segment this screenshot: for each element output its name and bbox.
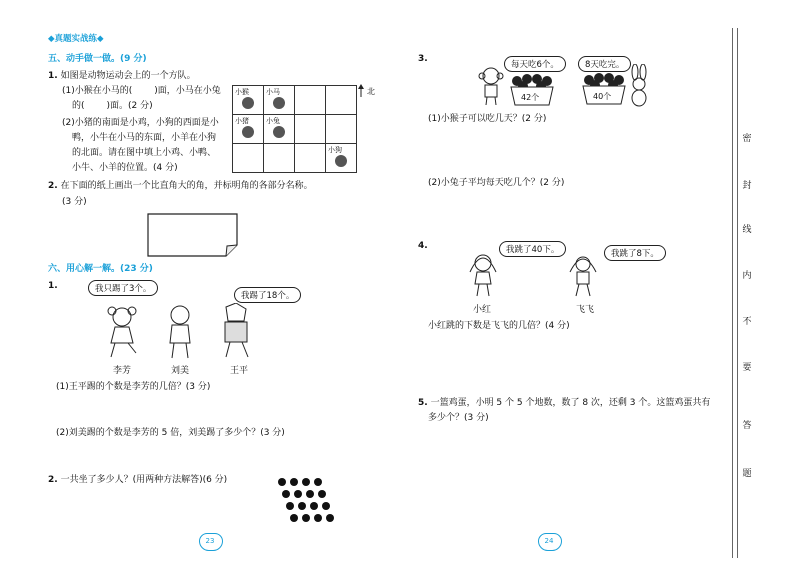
r-q3-num: 3. — [418, 54, 428, 64]
rabbit-icon — [273, 126, 285, 138]
practice-badge: ◆真题实战练◆ — [48, 34, 104, 44]
girl-kicking-icon — [102, 305, 147, 360]
q1-part2-line1: (2)小猪的南面是小鸡，小狗的西面是小 — [62, 118, 219, 128]
page-number-right: 24 — [544, 537, 554, 545]
grid-cell[interactable] — [233, 144, 264, 173]
seal-char: 密 — [742, 134, 752, 144]
seal-char: 封 — [742, 181, 752, 191]
grid-cell[interactable]: 小猪 — [233, 115, 264, 144]
q1-part2-line4: 小牛、小羊的位置。(4 分) — [72, 163, 178, 173]
basket-label-right: 40个 — [593, 92, 612, 101]
monkey-icon — [478, 66, 504, 106]
seal-line — [732, 28, 733, 558]
r-q3-sub1: (1)小猴子可以吃几天？(2 分) — [428, 114, 547, 124]
rabbit-icon — [625, 64, 653, 108]
s6-q1-num: 1. — [48, 281, 58, 291]
q1-part1-line2: 的( )面。(2 分) — [72, 101, 153, 111]
speech-bubble-lifang: 我只踢了3个。 — [88, 280, 158, 296]
basket-label-left: 42个 — [521, 93, 540, 102]
r-q5-text: 5. 一篮鸡蛋，小明 5 个 5 个地数，数了 8 次，还剩 3 个。这篮鸡蛋共有 — [418, 398, 711, 408]
grid-cell[interactable]: 小狗 — [326, 144, 357, 173]
r-q4-num: 4. — [418, 241, 428, 251]
q1-intro: 1. 如图是动物运动会上的一个方队。 — [48, 71, 196, 81]
grid-cell[interactable] — [264, 144, 295, 173]
seal-char: 答 — [742, 421, 752, 431]
speech-bubble-xiaohong: 我跳了40下。 — [499, 241, 566, 257]
q2-score: (3 分) — [62, 197, 87, 207]
seal-char: 题 — [742, 469, 752, 479]
monkey-icon — [242, 97, 254, 109]
girl-jumping-rope-icon — [468, 252, 498, 298]
grid-cell[interactable] — [295, 144, 326, 173]
speech-bubble-monkey: 每天吃6个。 — [504, 56, 566, 72]
horse-icon — [273, 97, 285, 109]
s6-q1-sub2: (2)刘美踢的个数是李芳的 5 倍，刘美踢了多少个？(3 分) — [56, 428, 285, 438]
speech-bubble-wangping: 我踢了18个。 — [234, 287, 301, 303]
q1-part2-line2: 鸭，小牛在小马的东面，小羊在小狗 — [72, 133, 217, 143]
name-liumei: 刘美 — [171, 366, 190, 376]
girl-standing-icon — [160, 303, 200, 360]
q1-part1-line1: (1)小猴在小马的( )面，小马在小兔 — [62, 86, 221, 96]
r-q5-text2: 多少个？(3 分) — [428, 413, 489, 423]
r-q4-text: 小红跳的下数是飞飞的几倍？(4 分) — [428, 321, 570, 331]
pig-icon — [242, 126, 254, 138]
page-number-left: 23 — [205, 537, 215, 545]
seal-char: 要 — [742, 363, 752, 373]
name-feifei: 飞飞 — [576, 305, 595, 315]
grid-cell[interactable] — [295, 86, 326, 115]
q2-text: 2. 在下面的纸上画出一个比直角大的角，并标明角的各部分名称。 — [48, 181, 313, 191]
r-q3-sub2: (2)小兔子平均每天吃几个？(2 分) — [428, 178, 565, 188]
north-label: 北 — [367, 87, 375, 96]
crowd-formation-icon — [274, 474, 346, 526]
s6-q1-sub1: (1)王平踢的个数是李芳的几倍？(3 分) — [56, 382, 211, 392]
boy-jumping-rope-icon — [568, 254, 598, 298]
seal-char: 内 — [742, 271, 752, 281]
dog-icon — [335, 155, 347, 167]
seal-char: 线 — [742, 225, 752, 235]
drawing-paper[interactable] — [147, 213, 239, 257]
speech-bubble-rabbit: 8天吃完。 — [578, 56, 631, 72]
grid-cell[interactable]: 小马 — [264, 86, 295, 115]
grid-cell[interactable]: 小兔 — [264, 115, 295, 144]
seal-line — [737, 28, 738, 558]
name-lifang: 李芳 — [113, 366, 132, 376]
section5-title: 五、动手做一做。(9 分) — [48, 54, 147, 64]
animal-grid — [232, 85, 357, 173]
grid-cell[interactable] — [326, 86, 357, 115]
grid-cell[interactable]: 小猴 — [233, 86, 264, 115]
boy-jumping-icon — [212, 303, 262, 360]
s6-q2-text: 2. 一共坐了多少人？(用两种方法解答)(6 分) — [48, 475, 228, 485]
name-xiaohong: 小红 — [473, 305, 492, 315]
seal-char: 不 — [742, 317, 752, 327]
speech-bubble-feifei: 我跳了8下。 — [604, 245, 666, 261]
q1-part2-line3: 的北面。请在图中填上小鸡、小鸭、 — [72, 148, 217, 158]
grid-cell[interactable] — [326, 115, 357, 144]
name-wangping: 王平 — [230, 366, 249, 376]
section6-title: 六、用心解一解。(23 分) — [48, 264, 153, 274]
grid-cell[interactable] — [295, 115, 326, 144]
